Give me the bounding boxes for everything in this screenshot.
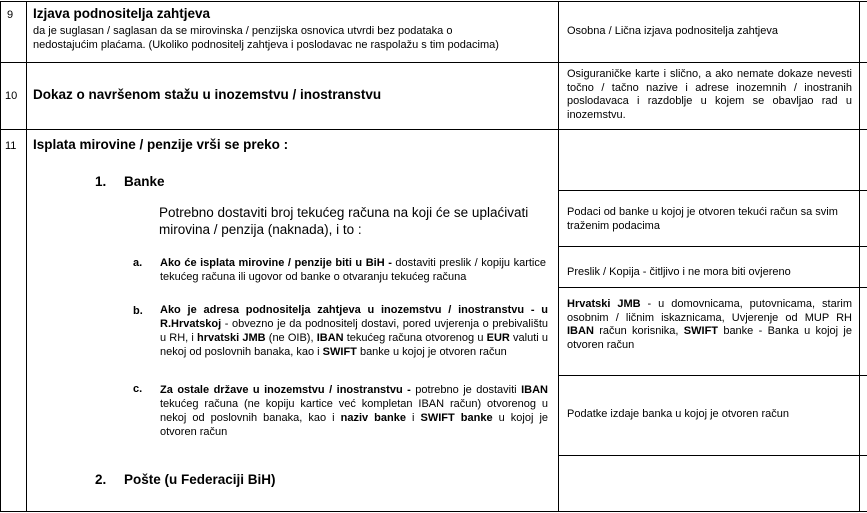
section-intro: Potrebno dostaviti broj tekućeg računa na koji će se uplaćivati mirovina / penzija (naknada), i to : xyxy=(159,205,529,237)
table-rule xyxy=(0,129,867,130)
table-rule xyxy=(558,190,867,191)
item-bold-text: Za ostale države u inozemstvu / inostranstvu - xyxy=(160,384,411,396)
item-letter: b. xyxy=(133,305,143,317)
row-number: 11 xyxy=(5,140,17,152)
section-number: 2. xyxy=(95,472,107,487)
item-letter: c. xyxy=(133,383,143,395)
item-requirement: Podatke izdaje banka u kojoj je otvoren račun xyxy=(567,408,789,420)
section-title: Pošte (u Federaciji BiH) xyxy=(124,472,276,487)
table-rule xyxy=(558,287,867,288)
row-requirement: Osiguraničke karte i slično, a ako nemate dokaze nevesti točno / tačno nazive i adrese inozemnih / inostranih poslodavaca i razdoblje u kojem se obavljao rad u inozemstvu. xyxy=(567,68,852,121)
item-bold-text: Ako je adresa podnositelja zahtjeva u inozemstvu / inostranstvu - u R.Hrvatskoj xyxy=(160,304,548,330)
row-title: Izjava podnositelja zahtjeva xyxy=(33,6,211,21)
row-number: 9 xyxy=(7,9,14,21)
table-rule xyxy=(558,246,867,247)
item-bold-text: Ako će isplata mirovine / penzije biti u BiH - xyxy=(160,257,392,269)
table-rule xyxy=(0,1,1,512)
table-rule xyxy=(0,1,867,2)
item-plain-text: dostaviti preslik / kopiju kartice tekućeg računa ili ugovor od banke o otvaranju tekućeg računa xyxy=(160,257,546,283)
row-title: Isplata mirovine / penzije vrši se preko : xyxy=(33,137,289,152)
table-rule xyxy=(26,1,27,512)
item-requirement: Preslik / Kopija - čitljivo i ne mora biti ovjereno xyxy=(567,266,791,278)
table-rule xyxy=(558,455,867,456)
section-number: 1. xyxy=(95,174,107,189)
row-requirement: Osobna / Lična izjava podnositelja zahtjeva xyxy=(567,25,778,37)
item-text: Ako je adresa podnositelja zahtjeva u inozemstvu / inostranstvu - u R.Hrvatskoj - obvezno je da podnositelj dostavi, pored uvjerenja o prebivalištu u RH, i hrvatski JMB (ne OIB), IBAN tekućeg računa otvorenog u EUR valuti u nekoj od poslovnih banaka, kao i SWIFT banke u kojoj je otvoren račun xyxy=(160,304,548,358)
section-requirement: Podaci od banke u kojoj je otvoren tekući račun sa svim traženim podacima xyxy=(567,206,838,232)
item-text: Za ostale države u inozemstvu / inostranstvu - potrebno je dostaviti IBAN tekućeg računa (ne kopiju kartice već kompletan IBAN račun) otvorenog u nekoj od poslovnih banaka, kao i naziv banke i SWIFT banke u kojoj je otvoren račun xyxy=(160,384,549,438)
table-rule xyxy=(859,1,860,512)
row-title: Dokaz o navršenom stažu u inozemstvu / inostranstvu xyxy=(33,87,382,102)
table-rule xyxy=(558,375,867,376)
row-description: da je suglasan / saglasan da se mirovinska / penzijska osnovica utvrdi bez podataka o xyxy=(33,25,453,37)
item-letter: a. xyxy=(133,257,143,269)
section-title: Banke xyxy=(124,174,165,189)
table-rule xyxy=(0,62,867,63)
table-rule xyxy=(0,511,867,512)
item-text xyxy=(160,256,546,284)
table-rule xyxy=(558,1,559,512)
row-description: nedostajućim plaćama. (Ukoliko podnositelj zahtjeva i poslodavac ne raspolažu s tim podacima) xyxy=(33,39,499,51)
item-requirement: Hrvatski JMB - u domovnicama, putovnicama, starim osobnim / ličnim iskaznicama, Uvjerenje od MUP RH IBAN račun korisnika, SWIFT banke - Banka u kojoj je otvoren račun xyxy=(567,298,852,351)
row-number: 10 xyxy=(5,90,18,102)
